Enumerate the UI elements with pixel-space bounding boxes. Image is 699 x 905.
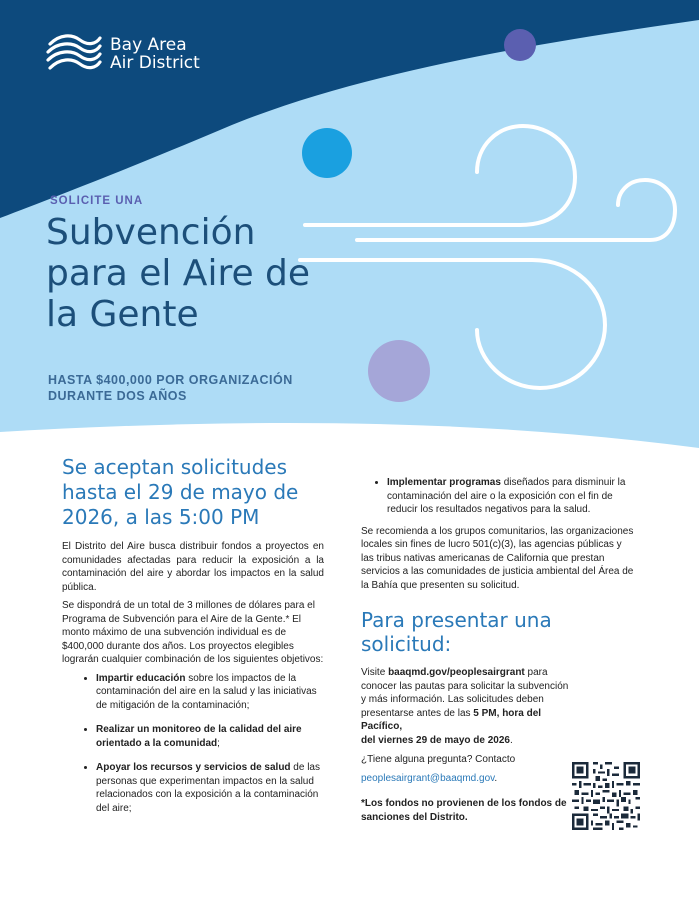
hero-banner (0, 0, 699, 450)
intro-paragraph: El Distrito del Aire busca distribuir fondos a proyectos en comunidades afectadas para reducir la exposición a la contaminación del aire y abordar los impactos en la salud pública. (62, 541, 324, 593)
logo-line-2: Air District (110, 53, 200, 73)
grant-url-link[interactable]: baaqmd.gov/peoplesairgrant (388, 667, 525, 678)
list-item (387, 476, 637, 517)
objective-bold: Implementar programas (387, 477, 501, 488)
question-text: ¿Tiene alguna pregunta? Contacto (361, 754, 516, 765)
bay-area-air-district-logo (46, 32, 200, 76)
footnote: *Los fondos no provienen de los fondos de sanciones del Distrito. (361, 798, 567, 823)
objective-text: ; (217, 737, 220, 749)
purple-dot (504, 29, 536, 61)
qr-code-icon[interactable] (572, 762, 640, 830)
hero-title: Subvención para el Aire de la Gente (46, 212, 311, 335)
objective-bold: Realizar un monitoreo de la calidad del aire orientado a la comunidad (96, 724, 302, 749)
visit-prefix: Visite (361, 667, 389, 678)
objectives-list (62, 672, 324, 816)
deadline-end: . (509, 734, 513, 746)
lavender-dot (368, 340, 430, 402)
grant-amount-line-2: DURANTE DOS AÑOS (48, 389, 187, 403)
email-end: . (494, 772, 498, 784)
grant-amount-line-1: HASTA $400,000 POR ORGANIZACIÓN (48, 373, 293, 387)
deadline-date: del viernes 29 de mayo de 2026 (361, 734, 510, 746)
waves-logo-icon (46, 32, 102, 76)
objective-text: de las personas que experimentan impactos en la salud relacionados con la exposición a la contaminación del aire; (96, 762, 320, 814)
hero-kicker: SOLICITE UNA (50, 195, 144, 207)
objective-text: sobre los impactos de la contaminación del aire en la salud y las iniciativas de mitigación de la contaminación; (96, 672, 317, 711)
list-item (96, 761, 324, 815)
objective-bold: Impartir educación (96, 672, 186, 684)
eligibility-paragraph: Se recomienda a los grupos comunitarios, las organizaciones locales sin fines de lucro 501(c)(3), las agencias públicas y las tribus nativas americanas de California que prestan servicios a las comunidades de justicia ambiental del Área de la Bahía que presenten su solicitud. (361, 525, 634, 591)
visit-suffix: para conocer las pautas para solicitar la subvención y más información. Las solicitudes deben presentarse antes de las (361, 667, 569, 719)
grant-amount (48, 372, 293, 404)
left-column (62, 455, 324, 826)
objective-text: diseñados para disminuir la contaminación del aire o la exposición con el fin de reducir los resultados negativos para la salud. (387, 477, 626, 515)
list-item (96, 672, 324, 713)
deadline-time: 5 PM, hora del Pacífico, (361, 707, 542, 732)
objectives-list-continued (361, 476, 637, 517)
apply-heading: Para presentar una solicitud: (361, 608, 552, 656)
email-link[interactable]: peoplesairgrant@baaqmd.gov (361, 772, 495, 784)
deadline-heading: Se aceptan solicitudes hasta el 29 de mayo de 2026, a las 5:00 PM (62, 455, 299, 529)
objective-bold: Apoyar los recursos y servicios de salud (96, 762, 291, 773)
logo-line-1: Bay Area (110, 35, 187, 55)
funding-paragraph: Se dispondrá de un total de 3 millones de dólares para el Programa de Subvención para el Aire de la Gente.* El monto máximo de una subvención individual es de $400,000 durante dos años. Los proyectos elegibles lograrán cualquier combinación de los siguientes objetivos: (62, 600, 324, 665)
apply-instructions (361, 666, 573, 824)
list-item (96, 723, 324, 750)
blue-dot (302, 128, 352, 178)
